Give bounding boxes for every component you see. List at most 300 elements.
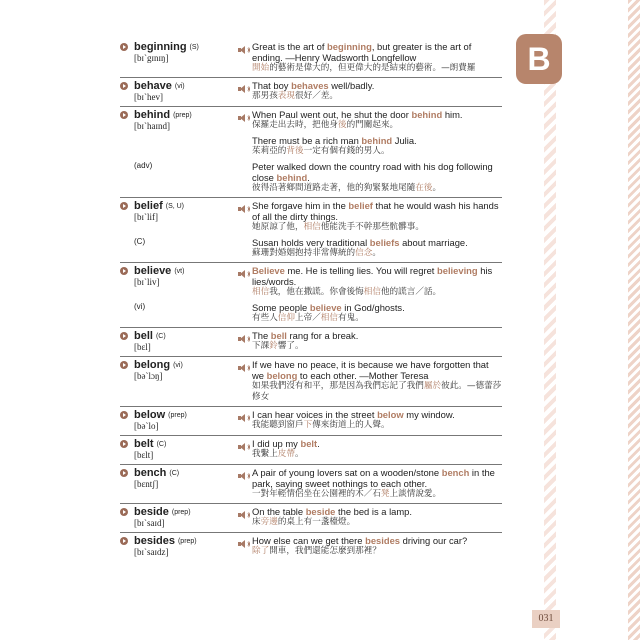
example xyxy=(238,237,502,259)
example-english xyxy=(252,80,374,91)
text-run: well/badly. xyxy=(328,80,375,91)
headword-line xyxy=(120,535,238,547)
audio-cell xyxy=(238,80,252,102)
audio-cell xyxy=(238,161,252,194)
highlight-word: 相信 xyxy=(303,222,321,232)
dictionary-entry xyxy=(120,107,502,198)
headword-line xyxy=(120,200,238,212)
highlight-word: Believe xyxy=(252,265,285,276)
sound-wave xyxy=(246,541,250,547)
dictionary-entry xyxy=(120,436,502,465)
audio-cell xyxy=(238,438,252,460)
part-of-speech: (vi) xyxy=(173,361,183,369)
example-text xyxy=(252,409,455,431)
text-run: 上談情說愛。 xyxy=(389,489,442,499)
example-text xyxy=(252,200,502,233)
headword-line xyxy=(120,467,238,479)
example-text xyxy=(252,330,358,352)
sound-wave xyxy=(246,47,250,53)
speaker-icon[interactable] xyxy=(238,540,248,548)
pronunciation: [bɪˋgɪnɪŋ] xyxy=(134,53,169,63)
text-run: rang for a break. xyxy=(286,330,359,341)
headword: beginning xyxy=(134,41,187,53)
entry-bullet-icon xyxy=(120,82,128,90)
text-run: 她原諒了他， xyxy=(252,222,304,232)
highlight-word: bench xyxy=(441,467,470,478)
example-english xyxy=(252,330,358,341)
text-run: Julia. xyxy=(392,135,417,146)
example-english xyxy=(252,41,502,63)
headword-column xyxy=(120,438,238,461)
text-run: driving our car? xyxy=(400,535,468,546)
headword: bell xyxy=(134,330,153,342)
headword-column xyxy=(120,41,238,74)
pronunciation: [bɪˋlif] xyxy=(134,212,158,222)
text-run: 傳來街道上的人聲。 xyxy=(312,420,390,430)
text-run: . xyxy=(307,172,310,183)
example-english xyxy=(252,161,502,183)
dictionary-entry xyxy=(120,533,502,561)
highlight-word: 鈴 xyxy=(269,341,278,351)
headword-column xyxy=(120,330,238,353)
highlight-word: belt xyxy=(300,438,318,449)
headword-column xyxy=(120,535,238,558)
example-english xyxy=(252,302,405,313)
example-english xyxy=(252,535,467,546)
example-text xyxy=(252,535,467,557)
part-of-speech: (vi) xyxy=(174,82,185,90)
text-run: There must be a rich man xyxy=(252,135,362,146)
text-run: in the park, saying sweet nothings to each other. xyxy=(252,467,495,489)
text-run: 我，他在撒謊。你會後悔 xyxy=(269,287,364,297)
example xyxy=(238,506,502,528)
sense-part-of-speech: (C) xyxy=(134,237,146,246)
example-text xyxy=(252,359,502,403)
text-run: him. xyxy=(442,109,463,120)
example-chinese xyxy=(252,381,502,403)
text-run: Peter walked down the country road with his dog following close xyxy=(252,161,493,183)
example-text xyxy=(252,109,463,131)
highlight-word: below xyxy=(377,409,404,420)
example-chinese xyxy=(252,420,455,431)
example-text xyxy=(252,506,412,528)
examples-column xyxy=(238,535,502,558)
examples-column xyxy=(238,330,502,353)
audio-cell xyxy=(238,135,252,157)
headword-column xyxy=(120,467,238,500)
headword-line xyxy=(120,265,238,277)
audio-cell xyxy=(238,330,252,352)
audio-cell xyxy=(238,535,252,557)
audio-cell xyxy=(238,506,252,528)
example-text xyxy=(252,237,468,259)
highlight-word: beliefs xyxy=(369,237,400,248)
sense-part-of-speech: (vi) xyxy=(134,302,146,311)
headword-column xyxy=(120,409,238,432)
headword: besides xyxy=(134,535,175,547)
text-run: 他能洗手不幹那些骯髒事。 xyxy=(320,222,424,232)
part-of-speech: (C) xyxy=(155,332,166,340)
text-run: 蘇珊對婚姻抱持非常傳統的 xyxy=(252,248,356,258)
pronunciation: [bɛlt] xyxy=(134,450,154,460)
dictionary-entry xyxy=(120,504,502,533)
example-text xyxy=(252,135,417,157)
headword: belief xyxy=(134,200,163,212)
headword-line xyxy=(120,109,238,121)
example xyxy=(238,200,502,233)
highlight-word: 相信 xyxy=(320,313,338,323)
headword-line xyxy=(120,438,238,450)
text-run: 。 xyxy=(372,248,381,258)
audio-cell xyxy=(238,359,252,403)
highlight-word: 開始 xyxy=(252,63,270,73)
example-english xyxy=(252,359,502,381)
speaker-icon[interactable] xyxy=(238,511,248,519)
text-run: 下課 xyxy=(252,341,270,351)
text-run: I can hear voices in the street xyxy=(252,409,378,420)
audio-cell xyxy=(238,237,252,259)
part-of-speech: (C) xyxy=(169,469,180,477)
example-english xyxy=(252,438,320,449)
text-run: 。 xyxy=(432,183,442,193)
text-run: 彼得沿著鄉間道路走著，他的狗緊緊地尾隨 xyxy=(252,183,416,193)
headword-line xyxy=(120,41,238,53)
audio-cell xyxy=(238,109,252,131)
text-run: the bed is a lamp. xyxy=(335,506,412,517)
headword-column xyxy=(120,265,238,324)
example-chinese xyxy=(252,313,405,324)
example xyxy=(238,109,502,131)
part-of-speech: (vt) xyxy=(174,267,185,275)
headword-line xyxy=(120,359,238,371)
highlight-word: 下 xyxy=(303,420,313,430)
headword: behave xyxy=(134,80,172,92)
highlight-word: behind xyxy=(361,135,393,146)
pronunciation: [bɪˋsaɪdz] xyxy=(134,547,169,557)
highlight-word: 表現 xyxy=(277,91,295,101)
speaker-icon[interactable] xyxy=(238,114,248,122)
headword: bench xyxy=(134,467,167,479)
text-run: Some people xyxy=(252,302,310,313)
speaker-icon[interactable] xyxy=(238,85,248,93)
example-english xyxy=(252,200,502,222)
highlight-word: beside xyxy=(305,506,336,517)
text-run: 他的謊言／話。 xyxy=(380,287,442,297)
text-run: That boy xyxy=(252,80,292,91)
text-run: She forgave him in the xyxy=(252,200,349,211)
example-chinese xyxy=(252,222,502,233)
text-run: 保羅走出去時，把他身 xyxy=(252,120,338,130)
examples-column xyxy=(238,80,502,103)
example xyxy=(238,135,502,157)
stripe-edge xyxy=(628,0,640,640)
audio-cell xyxy=(238,409,252,431)
entry-bullet-icon xyxy=(120,440,128,448)
pronunciation: [bəˋlɔŋ] xyxy=(134,371,163,381)
headword-line xyxy=(120,506,238,518)
example-chinese xyxy=(252,120,463,131)
example-chinese xyxy=(252,146,417,157)
example xyxy=(238,438,502,460)
part-of-speech: (C) xyxy=(156,440,167,448)
sense-label-row xyxy=(120,237,145,246)
speaker-icon[interactable] xyxy=(238,205,248,213)
pronunciation: [bɛl] xyxy=(134,342,151,352)
speaker-icon[interactable] xyxy=(238,414,248,422)
highlight-word: bell xyxy=(270,330,287,341)
entry-bullet-icon xyxy=(120,469,128,477)
text-run: 我能聽到窗戶 xyxy=(252,420,304,430)
highlight-word: 信仰 xyxy=(277,313,295,323)
sound-wave xyxy=(246,86,250,92)
examples-column xyxy=(238,359,502,403)
text-run: my window. xyxy=(403,409,455,420)
headword: believe xyxy=(134,265,172,277)
pronunciation: [bɛntʃ] xyxy=(134,479,159,489)
headword: behind xyxy=(134,109,171,121)
text-run: 的門關起來。 xyxy=(346,120,399,130)
sound-wave xyxy=(246,336,250,342)
part-of-speech: (prep) xyxy=(173,111,192,119)
dictionary-entry xyxy=(120,357,502,407)
sound-wave xyxy=(246,365,250,371)
example xyxy=(238,409,502,431)
example-chinese xyxy=(252,546,467,557)
speaker-icon[interactable] xyxy=(238,335,248,343)
text-run: 一對年輕情侶坐在公園裡的木／石 xyxy=(252,489,381,499)
highlight-word: behaves xyxy=(291,80,329,91)
examples-column xyxy=(238,409,502,432)
dictionary-entry xyxy=(120,263,502,328)
example-text xyxy=(252,265,502,298)
text-run: that he would wash his hands of all the dirty things. xyxy=(252,200,499,222)
example-chinese xyxy=(252,517,412,528)
example-english xyxy=(252,409,455,420)
dictionary-entry xyxy=(120,407,502,436)
text-run: 有些人 xyxy=(252,313,278,323)
text-run: in God/ghosts. xyxy=(341,302,405,313)
headword: below xyxy=(134,409,166,421)
example xyxy=(238,265,502,298)
speaker-icon[interactable] xyxy=(238,472,248,480)
headword-column xyxy=(120,109,238,194)
highlight-word: 凳 xyxy=(380,489,390,499)
headword-line xyxy=(120,80,238,92)
highlight-word: 相信 xyxy=(363,287,381,297)
headword: belt xyxy=(134,438,154,450)
text-run: 那男孩 xyxy=(252,91,278,101)
entry-bullet-icon xyxy=(120,537,128,545)
dictionary-entry xyxy=(120,78,502,107)
highlight-word: believing xyxy=(437,265,478,276)
text-run: 一定有個有錢的男人。 xyxy=(303,146,390,156)
example-english xyxy=(252,265,502,287)
highlight-word: 相信 xyxy=(252,287,270,297)
highlight-word: 屬於 xyxy=(423,381,442,391)
speaker-icon[interactable] xyxy=(238,270,248,278)
entry-bullet-icon xyxy=(120,111,128,119)
sound-wave xyxy=(246,115,250,121)
text-run: When Paul went out, he shut the door xyxy=(252,109,412,120)
text-run: I did up my xyxy=(252,438,301,449)
example-text xyxy=(252,80,374,102)
highlight-word: 皮帶 xyxy=(277,449,295,459)
text-run: 響了。 xyxy=(277,341,304,351)
example-chinese xyxy=(252,248,468,259)
text-run: If we have no peace, it is because we have forgotten that we xyxy=(252,359,489,381)
dictionary-entry xyxy=(120,198,502,263)
example-chinese xyxy=(252,489,502,500)
highlight-word: 信念 xyxy=(355,248,373,258)
text-run: his lies/words. xyxy=(252,265,493,287)
example xyxy=(238,80,502,102)
sound-wave xyxy=(246,512,250,518)
highlight-word: behind xyxy=(276,172,308,183)
example xyxy=(238,467,502,500)
highlight-word: behind xyxy=(411,109,443,120)
pronunciation: [bɪˋliv] xyxy=(134,277,160,287)
pronunciation: [bɪˋsaɪd] xyxy=(134,518,165,528)
example-chinese xyxy=(252,449,320,460)
text-run: The xyxy=(252,330,271,341)
text-run: 的藝術是偉大的，但更偉大的是結束的藝術。—朗費羅 xyxy=(269,63,476,73)
example xyxy=(238,535,502,557)
part-of-speech: (S, U) xyxy=(165,202,185,210)
text-run: 彼此。—德蕾莎修女 xyxy=(252,381,502,402)
pronunciation: [bɪˋhaɪnd] xyxy=(134,121,170,131)
audio-cell xyxy=(238,467,252,500)
sound-wave xyxy=(246,473,250,479)
headword: beside xyxy=(134,506,169,518)
dictionary-entry xyxy=(120,39,502,78)
sense-part-of-speech: (adv) xyxy=(134,161,153,170)
highlight-word: besides xyxy=(365,535,401,546)
example xyxy=(238,161,502,194)
text-run: about marriage. xyxy=(399,237,468,248)
headword-line xyxy=(120,330,238,342)
audio-cell xyxy=(238,41,252,74)
sound-wave xyxy=(246,206,250,212)
highlight-word: 後 xyxy=(337,120,347,130)
page-number: 031 xyxy=(532,610,560,628)
headword-line xyxy=(120,409,238,421)
example-english xyxy=(252,109,463,120)
headword-column xyxy=(120,506,238,529)
examples-column xyxy=(238,467,502,500)
text-run: On the table xyxy=(252,506,306,517)
highlight-word: 在後 xyxy=(415,183,433,193)
examples-column xyxy=(238,109,502,194)
entry-bullet-icon xyxy=(120,332,128,340)
example-english xyxy=(252,237,468,248)
examples-column xyxy=(238,200,502,259)
sound-wave xyxy=(246,271,250,277)
text-run: 上帝／ xyxy=(295,313,321,323)
example-english xyxy=(252,506,412,517)
entry-bullet-icon xyxy=(120,202,128,210)
highlight-word: belong xyxy=(266,370,298,381)
decorative-stripe xyxy=(544,0,640,640)
entry-bullet-icon xyxy=(120,361,128,369)
text-run: 很好／差。 xyxy=(295,91,338,101)
example-english xyxy=(252,135,417,146)
speaker-icon[interactable] xyxy=(238,46,248,54)
text-run: How else can we get there xyxy=(252,535,366,546)
audio-cell xyxy=(238,200,252,233)
audio-cell xyxy=(238,302,252,324)
audio-cell xyxy=(238,265,252,298)
part-of-speech: (S) xyxy=(189,43,199,51)
example xyxy=(238,359,502,403)
example-text xyxy=(252,41,502,74)
example-english xyxy=(252,467,502,489)
example-text xyxy=(252,467,502,500)
entry-bullet-icon xyxy=(120,508,128,516)
text-run: 開車，我們還能怎麼到那裡？ xyxy=(269,546,381,556)
speaker-icon[interactable] xyxy=(238,443,248,451)
part-of-speech: (prep) xyxy=(168,411,187,419)
text-run: to each other. —Mother Teresa xyxy=(297,370,429,381)
text-run: Great is the art of xyxy=(252,41,328,52)
text-run: 茱莉亞的 xyxy=(252,146,287,156)
examples-column xyxy=(238,41,502,74)
pronunciation: [bəˋlo] xyxy=(134,421,159,431)
highlight-word: 除了 xyxy=(252,546,270,556)
highlight-word: belief xyxy=(348,200,373,211)
text-run: 有鬼。 xyxy=(338,313,364,323)
example-text xyxy=(252,302,405,324)
entry-bullet-icon xyxy=(120,411,128,419)
text-run: 床 xyxy=(252,517,261,527)
speaker-icon[interactable] xyxy=(238,364,248,372)
text-run: 如果我們沒有和平，那是因為我們忘記了我們 xyxy=(252,381,424,391)
headword-column xyxy=(120,80,238,103)
sound-wave xyxy=(246,415,250,421)
sense-label-row xyxy=(120,302,145,311)
part-of-speech: (prep) xyxy=(177,537,197,545)
example-chinese xyxy=(252,63,502,74)
highlight-word: 旁邊 xyxy=(260,517,278,527)
example-chinese xyxy=(252,183,502,194)
example-text xyxy=(252,161,502,194)
text-run: me. He is telling lies. You will regret xyxy=(284,265,437,276)
example-chinese xyxy=(252,287,502,298)
highlight-word: believe xyxy=(309,302,342,313)
highlight-word: 背後 xyxy=(286,146,304,156)
dictionary-entry xyxy=(120,465,502,504)
text-run: Susan holds very traditional xyxy=(252,237,370,248)
part-of-speech: (prep) xyxy=(171,508,191,516)
example-chinese xyxy=(252,341,358,352)
sense-label-row xyxy=(120,161,152,170)
text-run: 我繫上 xyxy=(252,449,278,459)
section-letter-tab: B xyxy=(516,34,562,84)
headword-column xyxy=(120,359,238,403)
text-run: , but greater is the art of ending. —Henry Wadsworth Longfellow xyxy=(252,41,472,63)
sound-wave xyxy=(246,444,250,450)
entry-bullet-icon xyxy=(120,267,128,275)
text-run: 。 xyxy=(295,449,304,459)
dictionary-entry xyxy=(120,328,502,357)
text-run: 的桌上有一盞檯燈。 xyxy=(277,517,356,527)
pronunciation: [bɪˋhev] xyxy=(134,92,163,102)
text-run: . xyxy=(317,438,320,449)
examples-column xyxy=(238,506,502,529)
example-chinese xyxy=(252,91,374,102)
headword: belong xyxy=(134,359,171,371)
example-text xyxy=(252,438,320,460)
example xyxy=(238,330,502,352)
